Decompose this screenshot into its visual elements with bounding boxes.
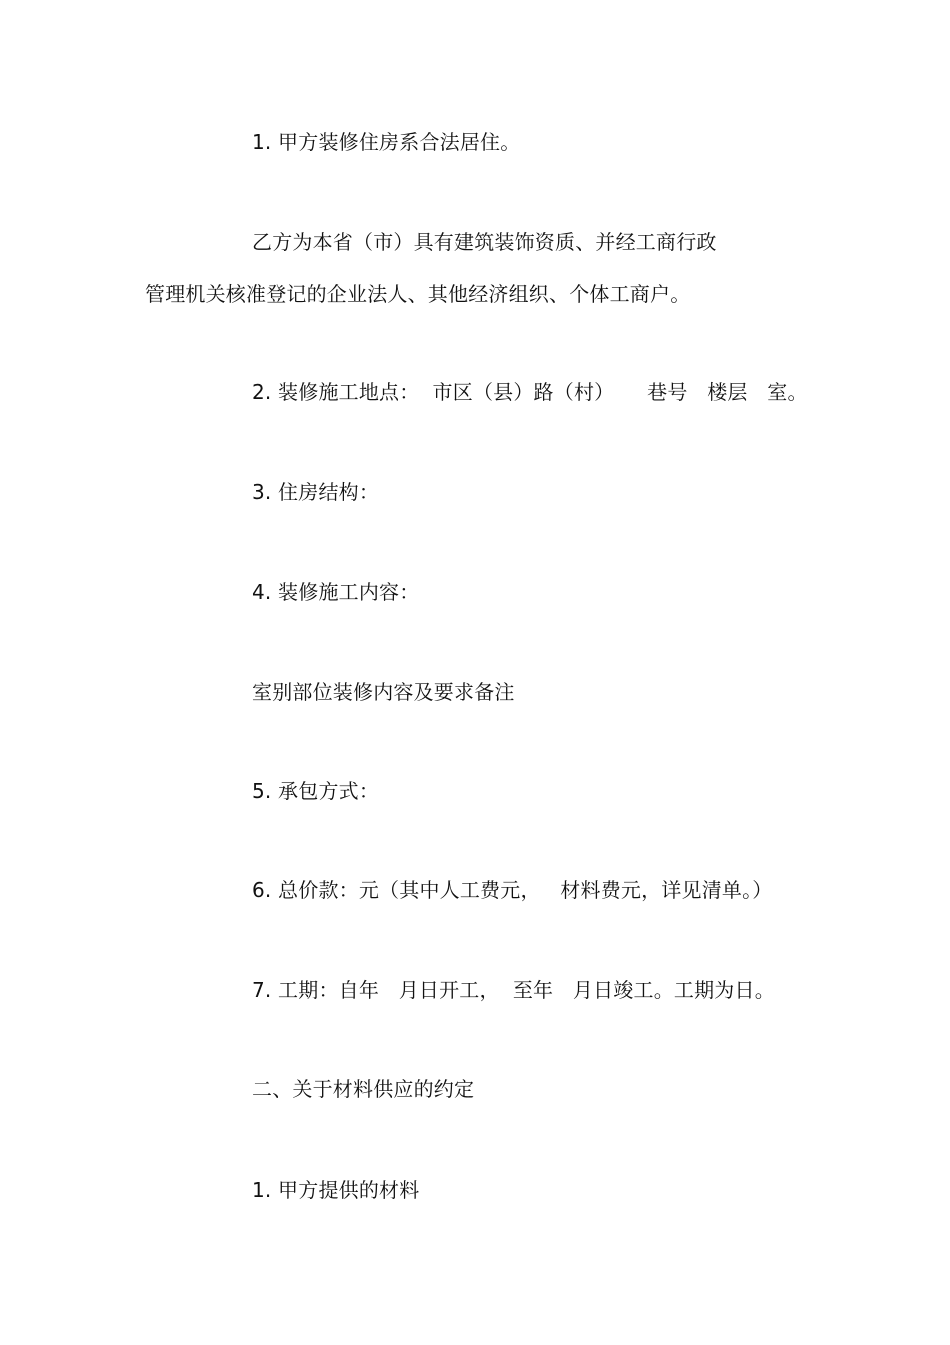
party-b-qualification-line-2: 管理机关核准登记的企业法人、其他经济组织、个体工商户。 <box>145 282 691 306</box>
clause-3-housing-structure: 3. 住房结构： <box>252 480 380 504</box>
section-2-heading-material-supply: 二、关于材料供应的约定 <box>252 1077 475 1101</box>
clause-6-total-price: 6. 总价款：元（其中人工费元， 材料费元，详见清单。） <box>252 878 773 902</box>
clause-1-legal-residence: 1. 甲方装修住房系合法居住。 <box>252 130 521 154</box>
clause-4-construction-content: 4. 装修施工内容： <box>252 580 420 604</box>
party-b-qualification-line-1: 乙方为本省（市）具有建筑装饰资质、并经工商行政 <box>252 230 717 254</box>
clause-2-construction-site: 2. 装修施工地点： 市区（县）路（村） 巷号 楼层 室。 <box>252 380 808 404</box>
clause-1-party-a-materials: 1. 甲方提供的材料 <box>252 1178 420 1202</box>
content-table-header: 室别部位装修内容及要求备注 <box>252 680 515 704</box>
clause-7-construction-period: 7. 工期：自年 月日开工， 至年 月日竣工。工期为日。 <box>252 978 775 1002</box>
clause-5-contract-method: 5. 承包方式： <box>252 779 380 803</box>
